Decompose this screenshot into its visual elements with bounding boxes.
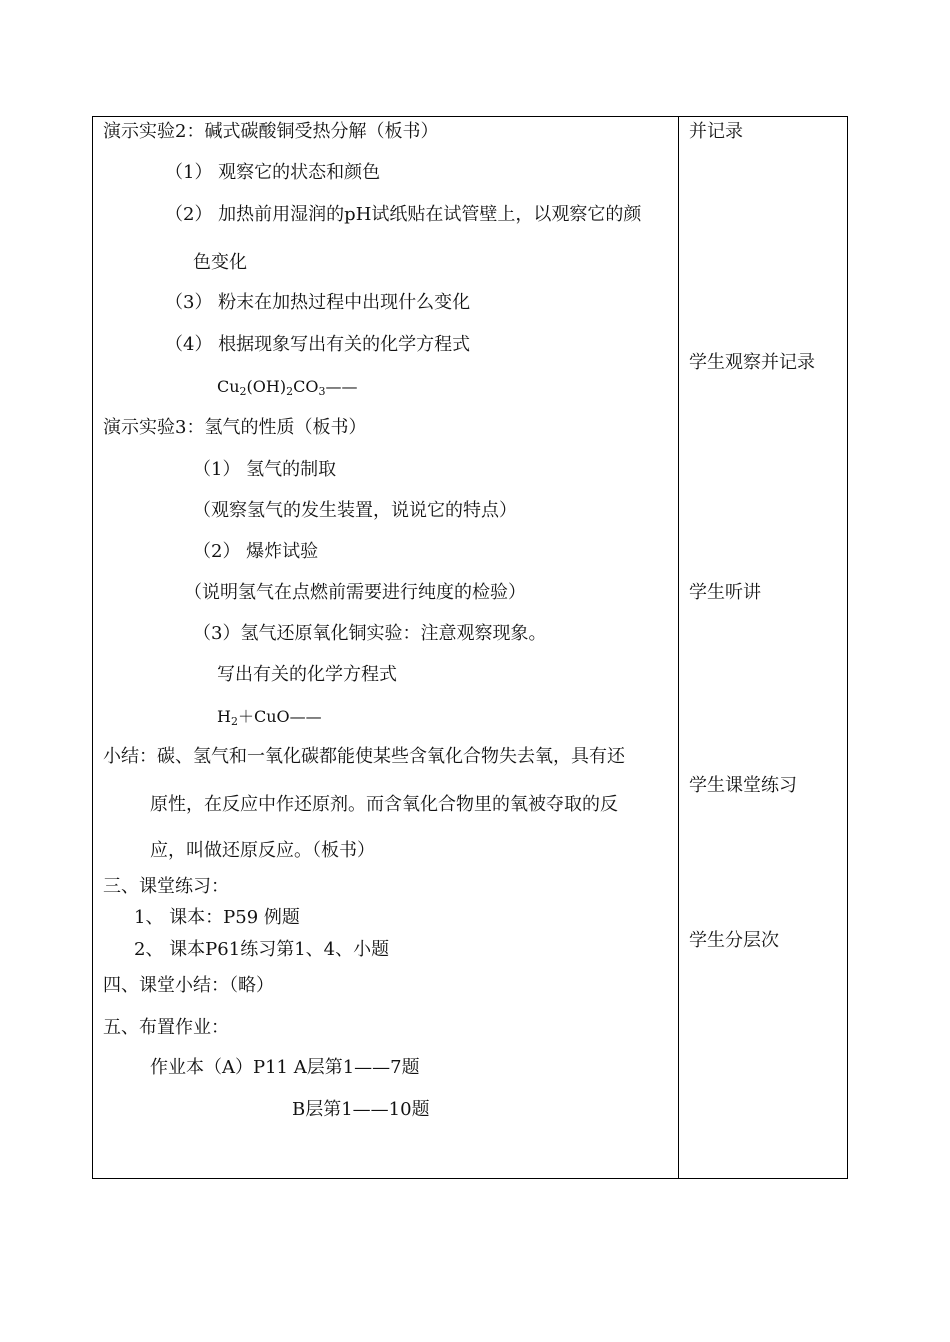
summary-line-3: 应，叫做还原反应。（板书） xyxy=(150,840,375,861)
demo3-item-3: （3）氢气还原氧化铜实验：注意观察现象。 xyxy=(193,623,547,644)
demo2-title: 演示实验2：碱式碳酸铜受热分解（板书） xyxy=(103,121,439,142)
column-divider xyxy=(678,116,679,1179)
note-tiered: 学生分层次 xyxy=(689,930,779,951)
homework-item-b: B层第1——10题 xyxy=(292,1099,430,1120)
demo3-item-2: （2） 爆炸试验 xyxy=(193,541,319,562)
practice-title: 三、课堂练习： xyxy=(103,876,229,897)
demo2-item-2-cont: 色变化 xyxy=(193,252,247,273)
equation-hydrogen-cuo: $H_2+CuO——$ xyxy=(217,707,322,728)
demo2-item-4: （4） 根据现象写出有关的化学方程式 xyxy=(165,334,471,355)
homework-title: 五、布置作业： xyxy=(103,1017,229,1038)
note-record: 并记录 xyxy=(689,121,743,142)
homework-item-a: 作业本（A）P11 A层第1——7题 xyxy=(150,1057,420,1078)
note-listen: 学生听讲 xyxy=(689,582,761,603)
note-observe-record: 学生观察并记录 xyxy=(689,352,815,373)
demo2-item-3: （3） 粉末在加热过程中出现什么变化 xyxy=(165,292,471,313)
demo3-item-3-task: 写出有关的化学方程式 xyxy=(217,664,397,685)
summary-line-1: 小结：碳、氢气和一氧化碳都能使某些含氧化合物失去氧，具有还 xyxy=(103,746,625,767)
equation-copper-carbonate: $Cu_2(OH)_2CO_3——$ xyxy=(217,377,358,398)
demo2-item-2: （2） 加热前用湿润的pH试纸贴在试管壁上，以观察它的颜 xyxy=(165,204,642,225)
demo3-title: 演示实验3：氢气的性质（板书） xyxy=(103,417,367,438)
practice-item-2: 2、 课本P61练习第1、4、小题 xyxy=(134,939,390,960)
demo3-item-2-note: （说明氢气在点燃前需要进行纯度的检验） xyxy=(184,582,526,603)
demo2-item-1: （1） 观察它的状态和颜色 xyxy=(165,162,381,183)
demo3-item-1: （1） 氢气的制取 xyxy=(193,459,337,480)
note-practice: 学生课堂练习 xyxy=(689,775,797,796)
summary-line-2: 原性，在反应中作还原剂。而含氧化合物里的氧被夺取的反 xyxy=(150,794,618,815)
recap-line: 四、课堂小结：（略） xyxy=(103,975,274,996)
practice-item-1: 1、 课本：P59 例题 xyxy=(134,907,300,928)
demo3-item-1-note: （观察氢气的发生装置，说说它的特点） xyxy=(193,500,517,521)
